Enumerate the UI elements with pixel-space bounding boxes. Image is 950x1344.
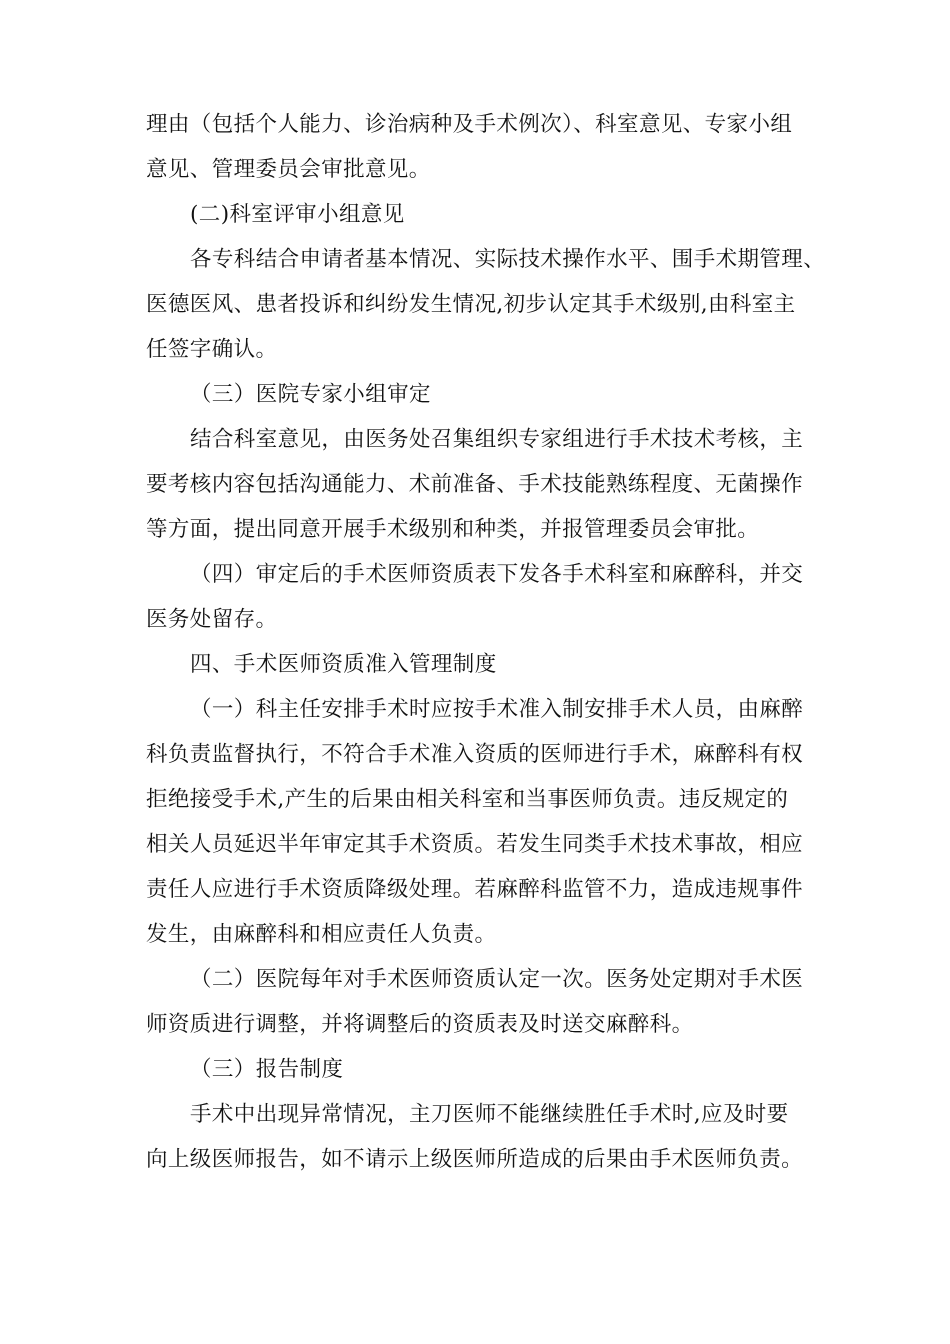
text-line: 向上级医师报告，如不请示上级医师所造成的后果由手术医师负责。 xyxy=(146,1147,804,1172)
text-line: 师资质进行调整，并将调整后的资质表及时送交麻醉科。 xyxy=(146,1012,694,1037)
document-page xyxy=(146,102,826,1182)
text-line: 意见、管理委员会审批意见。 xyxy=(146,157,431,182)
text-line: 拒绝接受手术,产生的后果由相关科室和当事医师负责。违反规定的 xyxy=(146,787,789,812)
text-line: 责任人应进行手术资质降级处理。若麻醉科监管不力，造成违规事件 xyxy=(146,877,804,902)
text-line: 医务处留存。 xyxy=(146,607,278,632)
paragraph-first-line: 结合科室意见，由医务处召集组织专家组进行手术技术考核，主 xyxy=(190,427,804,452)
text-line: 任签字确认。 xyxy=(146,337,278,362)
text-line: 要考核内容包括沟通能力、术前准备、手术技能熟练程度、无菌操作 xyxy=(146,472,804,497)
paragraph-first-line: （四）审定后的手术医师资质表下发各手术科室和麻醉科，并交 xyxy=(190,562,804,587)
section-heading: （三）医院专家小组审定 xyxy=(190,382,431,407)
text-line: 等方面，提出同意开展手术级别和种类，并报管理委员会审批。 xyxy=(146,517,760,542)
section-heading: (二)科室评审小组意见 xyxy=(190,202,405,227)
text-line: 相关人员延迟半年审定其手术资质。若发生同类手术技术事故，相应 xyxy=(146,832,804,857)
paragraph-first-line: 手术中出现异常情况，主刀医师不能继续胜任手术时,应及时要 xyxy=(190,1102,789,1127)
text-line: 发生，由麻醉科和相应责任人负责。 xyxy=(146,922,497,947)
section-heading: （三）报告制度 xyxy=(190,1057,344,1082)
section-heading: 四、手术医师资质准入管理制度 xyxy=(190,652,497,677)
text-line: 医德医风、患者投诉和纠纷发生情况,初步认定其手术级别,由科室主 xyxy=(146,292,796,317)
paragraph-first-line: 各专科结合申请者基本情况、实际技术操作水平、围手术期管理、 xyxy=(190,247,826,272)
paragraph-first-line: （一）科主任安排手术时应按手术准入制安排手术人员，由麻醉 xyxy=(190,697,804,722)
paragraph-first-line: （二）医院每年对手术医师资质认定一次。医务处定期对手术医 xyxy=(190,967,804,992)
text-line: 科负责监督执行，不符合手术准入资质的医师进行手术，麻醉科有权 xyxy=(146,742,804,767)
text-line: 理由（包括个人能力、诊治病种及手术例次）、科室意见、专家小组 xyxy=(146,112,793,137)
